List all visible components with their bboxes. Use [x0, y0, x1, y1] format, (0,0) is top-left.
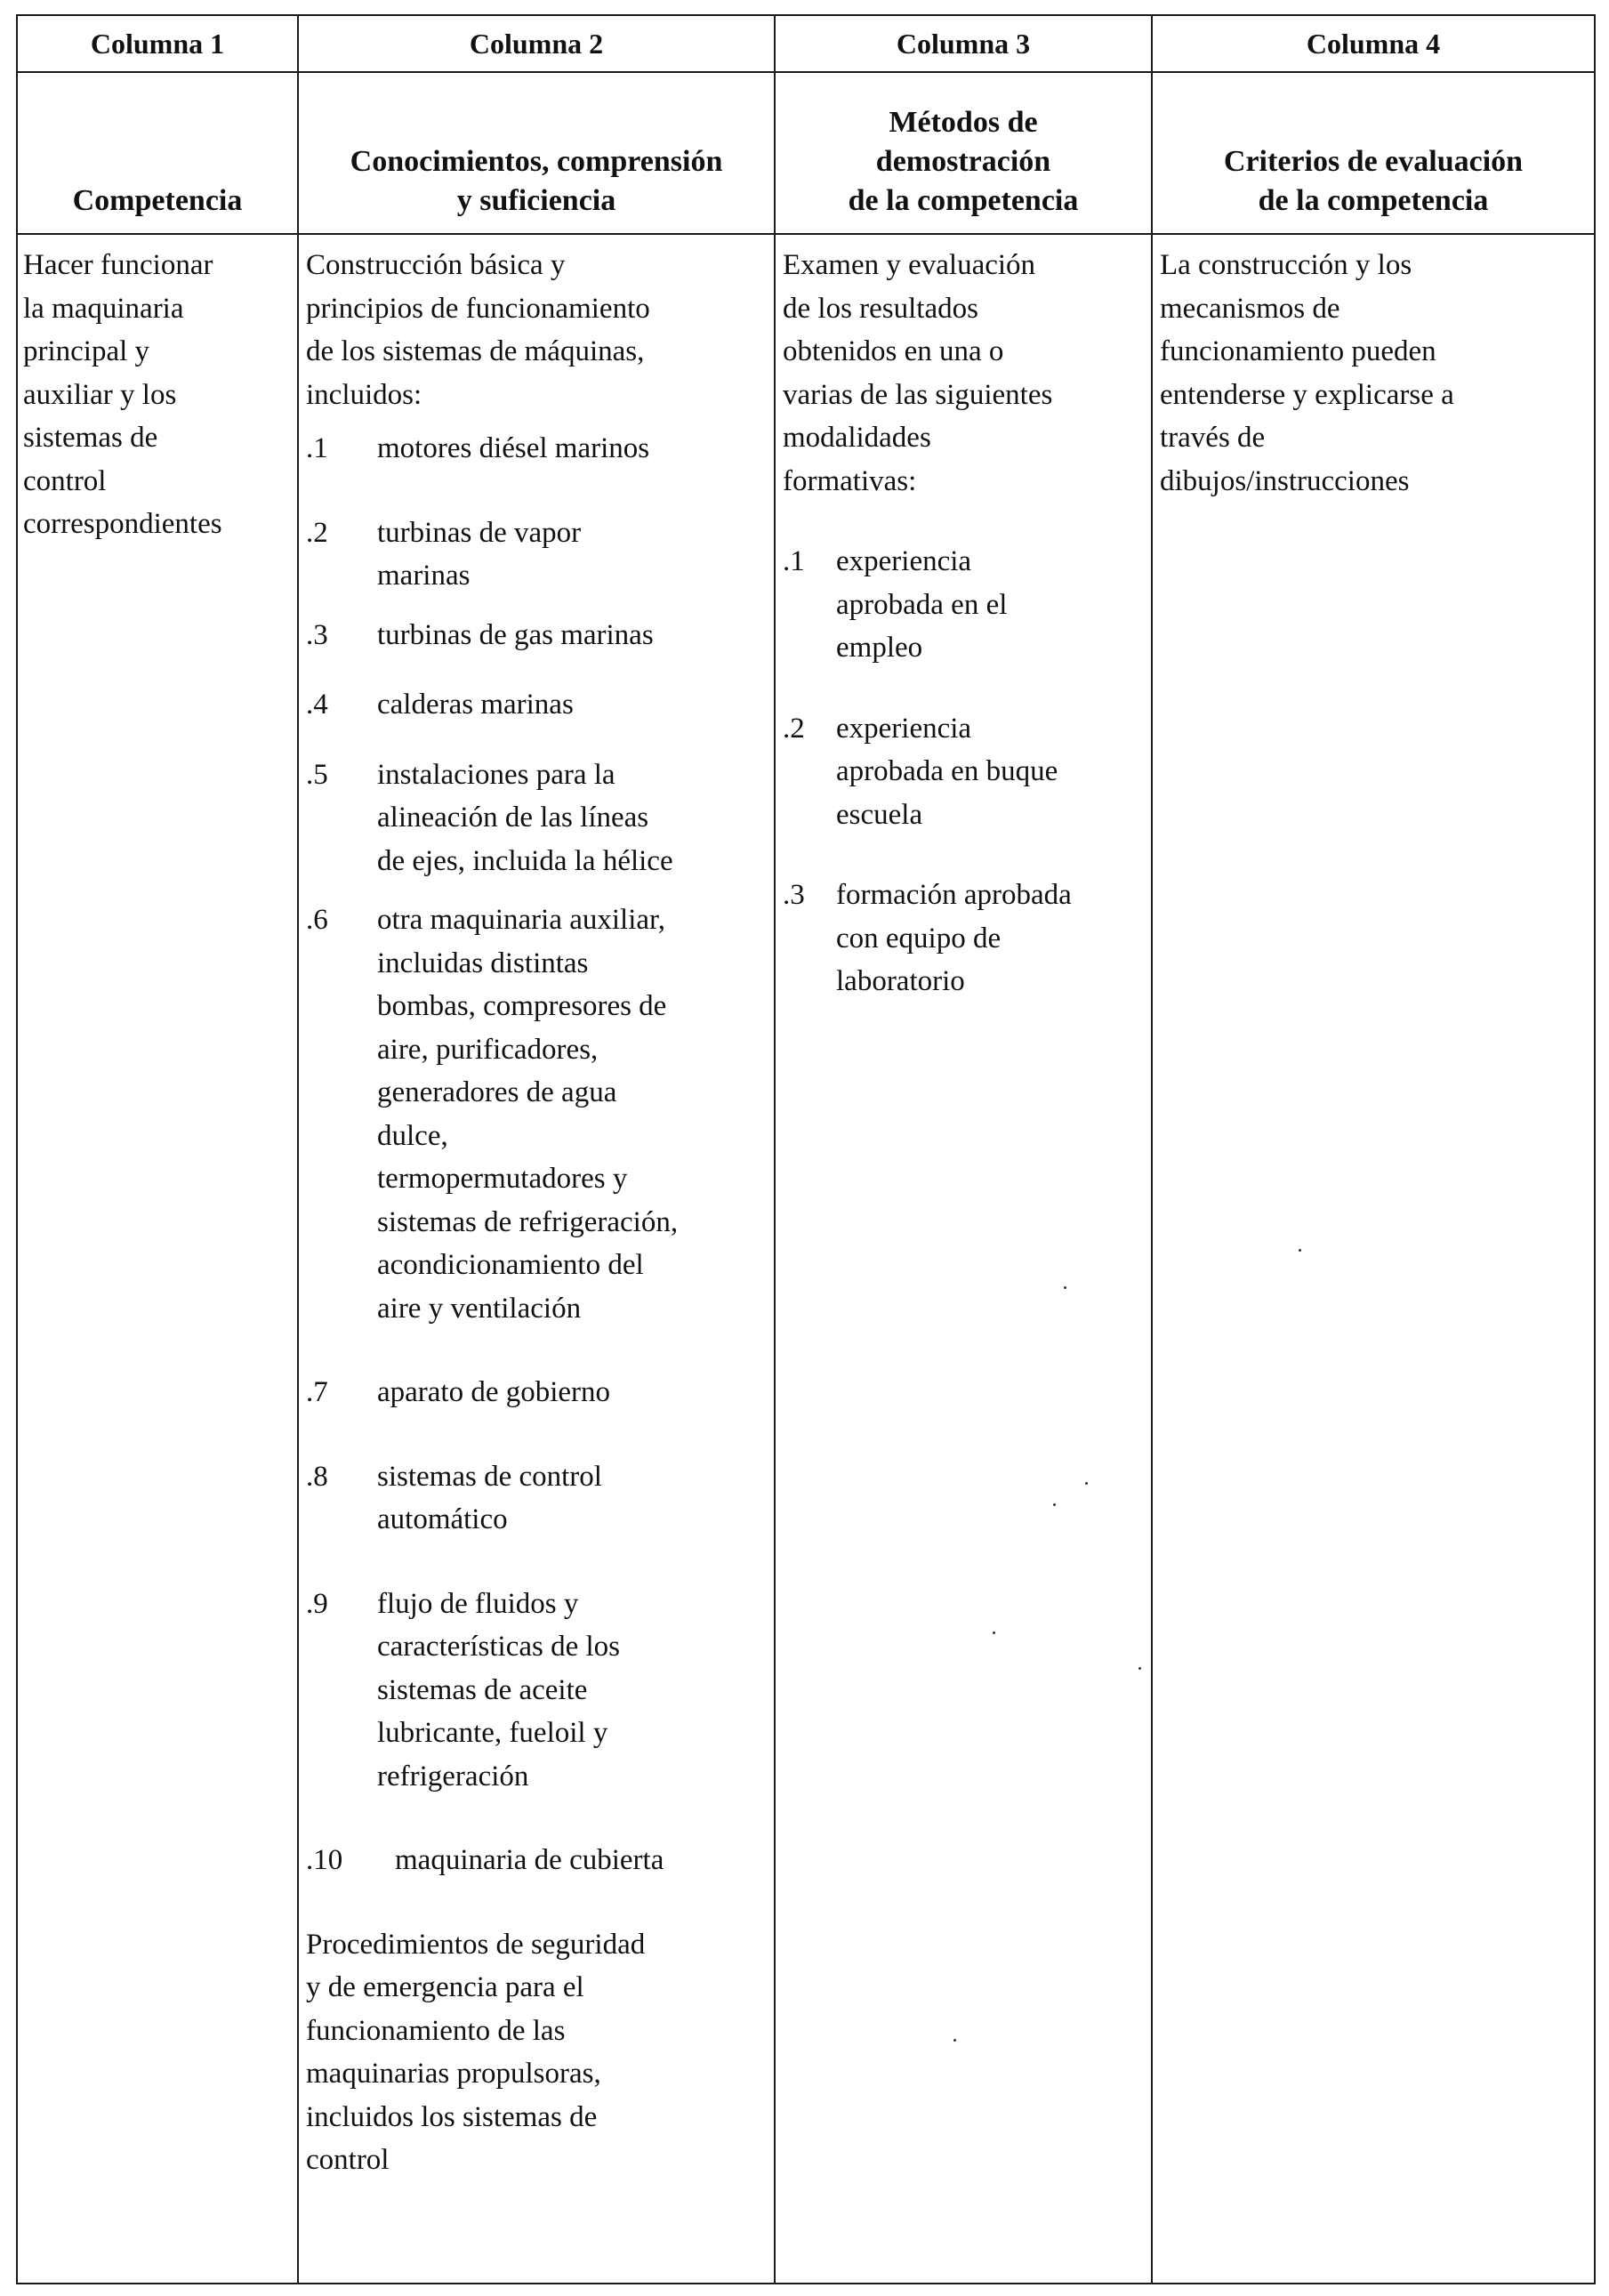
text-line: bombas, compresores de: [377, 990, 667, 1022]
list-item: [306, 614, 767, 657]
text-line: varias de las siguientes: [783, 378, 1053, 411]
text-line: dibujos/instrucciones: [1160, 464, 1410, 497]
text-line: Construcción básica y: [306, 249, 566, 281]
text-line: auxiliar y los: [23, 378, 177, 411]
text-line: Examen y evaluación: [783, 249, 1036, 281]
text-line: Hacer funcionar: [23, 249, 213, 281]
column-title-line: de la competencia: [1258, 184, 1489, 217]
text-line: características de los: [377, 1631, 621, 1663]
item-number: .10: [306, 1844, 343, 1876]
text-line: acondicionamiento del: [377, 1249, 644, 1281]
column-number-row: [17, 15, 1595, 72]
text-line: experiencia: [836, 712, 972, 745]
text-line: aire y ventilación: [377, 1292, 582, 1325]
item-number: .8: [306, 1460, 328, 1493]
column-title-metodos: [775, 72, 1152, 234]
column-number-4: Columna 4: [1152, 15, 1595, 72]
item-number: .2: [306, 516, 328, 549]
item-text: [836, 540, 1144, 670]
item-text: [377, 512, 767, 598]
text-line: aprobada en el: [836, 588, 1008, 621]
text-line: laboratorio: [836, 965, 965, 997]
text-line: turbinas de vapor: [377, 516, 582, 549]
item-number: .5: [306, 758, 328, 791]
item-number: .2: [783, 712, 805, 745]
criterios-cell: [1152, 234, 1595, 2284]
text-line: turbinas de gas marinas: [377, 618, 654, 651]
list-item: [306, 1371, 767, 1414]
text-line: dulce,: [377, 1119, 448, 1152]
text-line: mecanismos de: [1160, 292, 1340, 325]
item-text: [377, 1371, 767, 1414]
closing-paragraph: [306, 1923, 767, 2182]
item-number: .6: [306, 904, 328, 936]
item-text: [377, 1583, 767, 1799]
item-text: [836, 874, 1144, 1003]
scan-speck: [1138, 1667, 1141, 1670]
text-line: empleo: [836, 632, 923, 664]
column-title-line: de la competencia: [848, 184, 1079, 217]
item-text: [377, 614, 767, 657]
text-line: aparato de gobierno: [377, 1376, 611, 1408]
text-line: formación aprobada: [836, 879, 1072, 911]
list-item: [306, 1583, 767, 1799]
text-line: través de: [1160, 422, 1266, 454]
column-title-row: [17, 72, 1595, 234]
text-line: termopermutadores y: [377, 1163, 628, 1195]
conocimientos-cell: [298, 234, 775, 2284]
competencia-cell: [17, 234, 298, 2284]
competence-table: [16, 14, 1596, 2284]
text-line: control: [23, 464, 107, 497]
intro-paragraph: [783, 244, 1144, 503]
item-text: [395, 1839, 767, 1882]
item-number: .1: [783, 545, 805, 577]
text-line: sistemas de refrigeración,: [377, 1205, 679, 1238]
item-text: [377, 1455, 767, 1542]
scan-speck: [1085, 1482, 1088, 1485]
text-line: experiencia: [836, 545, 972, 577]
text-line: incluidos los sistemas de: [306, 2100, 598, 2133]
item-text: [377, 898, 767, 1330]
text-line: control: [306, 2144, 390, 2176]
text-line: motores diésel marinos: [377, 432, 650, 464]
text-line: automático: [377, 1503, 508, 1535]
text-line: maquinarias propulsoras,: [306, 2058, 601, 2090]
item-text: [377, 683, 767, 727]
column-title-line: Métodos de: [889, 106, 1038, 139]
column-title-line: Conocimientos, comprensión: [350, 145, 723, 178]
metodos-cell: [775, 234, 1152, 2284]
item-number: .3: [306, 618, 328, 651]
text-line: flujo de fluidos y: [377, 1587, 579, 1620]
text-line: correspondientes: [23, 508, 222, 540]
text-line: sistemas de control: [377, 1460, 602, 1493]
column-number-1: Columna 1: [17, 15, 298, 72]
list-item: [783, 874, 1144, 1003]
scan-speck: [1064, 1286, 1066, 1289]
text-line: lubricante, fueloil y: [377, 1717, 608, 1749]
list-item: [306, 512, 767, 598]
text-line: funcionamiento pueden: [1160, 335, 1436, 367]
column-title-line: y suficiencia: [456, 184, 616, 217]
text-line: sistemas de: [23, 422, 158, 454]
text-line: escuela: [836, 798, 923, 831]
text-line: principios de funcionamiento: [306, 292, 650, 325]
text-line: incluidas distintas: [377, 947, 589, 979]
text-line: aire, purificadores,: [377, 1033, 599, 1066]
item-number: .1: [306, 432, 328, 464]
table-row: [17, 234, 1595, 2284]
item-text: [377, 753, 767, 883]
text-line: de los sistemas de máquinas,: [306, 335, 645, 367]
text-line: de ejes, incluida la hélice: [377, 844, 673, 877]
item-number: .7: [306, 1376, 328, 1408]
intro-paragraph: [306, 244, 767, 416]
item-number: .4: [306, 689, 328, 721]
list-item: [306, 1455, 767, 1542]
text-line: refrigeración: [377, 1760, 529, 1792]
text-line: formativas:: [783, 464, 917, 497]
column-title-competencia: [17, 72, 298, 234]
text-line: de los resultados: [783, 292, 978, 325]
item-number: .3: [783, 879, 805, 911]
item-number: .9: [306, 1587, 328, 1620]
column-title-line: demostración: [875, 145, 1051, 178]
text-line: con equipo de: [836, 922, 1002, 955]
column-number-2: Columna 2: [298, 15, 775, 72]
scan-speck: [1299, 1249, 1301, 1252]
column-title-line: Criterios de evaluación: [1223, 145, 1524, 178]
text-line: modalidades: [783, 422, 931, 454]
text-line: marinas: [377, 560, 471, 592]
text-line: Procedimientos de seguridad: [306, 1928, 646, 1961]
list-item: [783, 540, 1144, 670]
list-item: [306, 1839, 767, 1882]
list-item: [306, 683, 767, 727]
item-text: [836, 707, 1144, 837]
text-line: funcionamiento de las: [306, 2014, 566, 2047]
list-item: [783, 707, 1144, 837]
list-item: [306, 427, 767, 471]
text-line: obtenidos en una o: [783, 335, 1004, 367]
text-line: calderas marinas: [377, 689, 574, 721]
column-number-3: Columna 3: [775, 15, 1152, 72]
text-line: otra maquinaria auxiliar,: [377, 904, 665, 936]
list-item: [306, 753, 767, 883]
item-text: [377, 427, 767, 471]
column-title-line: Competencia: [72, 184, 243, 217]
text-line: sistemas de aceite: [377, 1673, 588, 1706]
text-line: principal y: [23, 335, 150, 367]
column-title-conocimientos: [298, 72, 775, 234]
text-line: entenderse y explicarse a: [1160, 378, 1454, 411]
column-title-criterios: [1152, 72, 1595, 234]
text-line: la maquinaria: [23, 292, 184, 325]
list-item: [306, 898, 767, 1330]
text-line: maquinaria de cubierta: [395, 1844, 664, 1876]
text-line: y de emergencia para el: [306, 1971, 584, 2003]
scan-speck: [993, 1631, 995, 1634]
scan-speck: [1053, 1503, 1056, 1506]
text-line: La construcción y los: [1160, 249, 1412, 281]
text-line: aprobada en buque: [836, 755, 1058, 787]
text-line: instalaciones para la: [377, 758, 615, 791]
text-line: incluidos:: [306, 378, 422, 411]
text-line: generadores de agua: [377, 1076, 617, 1108]
text-line: alineación de las líneas: [377, 802, 649, 834]
scan-speck: [953, 2039, 956, 2042]
